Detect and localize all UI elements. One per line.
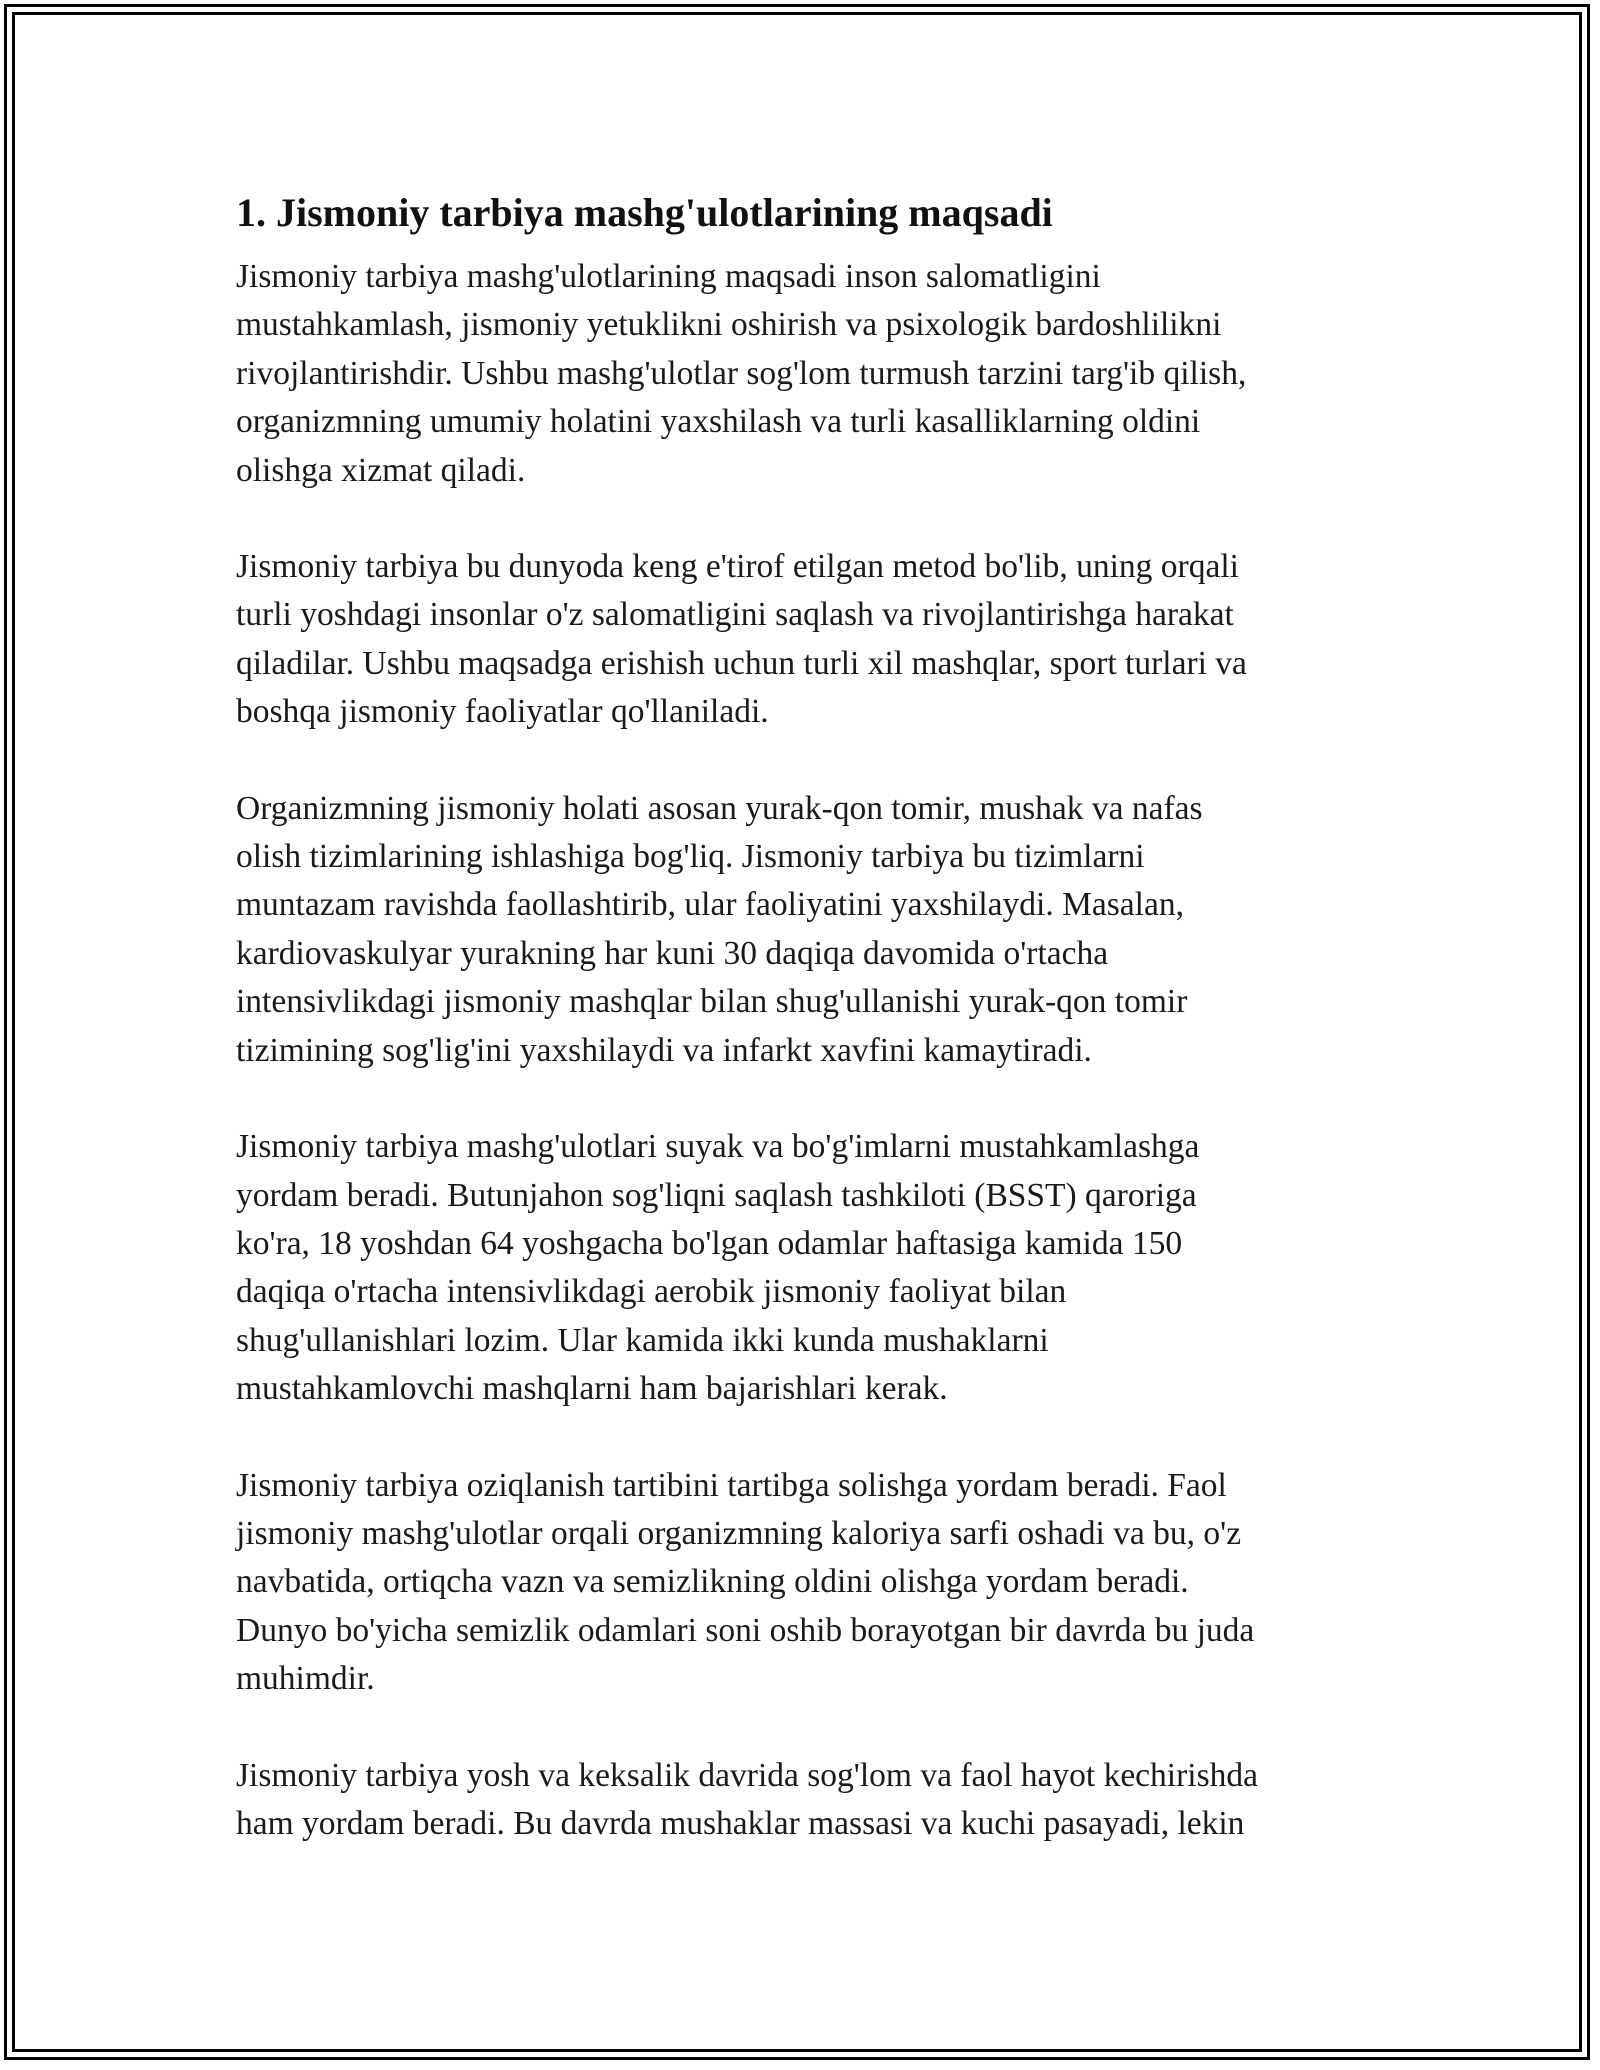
section-heading: 1. Jismoniy tarbiya mashg'ulotlarining maqsadi — [236, 190, 1053, 235]
paragraph-3: Organizmning jismoniy holati asosan yurak-qon tomir, mushak va nafas olish tizimlarining ishlashiga bog'liq. Jismoniy tarbiya bu tizimlarni muntazam ravishda faollashtirib, ular faoliyatini yaxshilaydi. Masalan, kardiovaskulyar yurakning har kuni 30 daqiqa davomida o'rtacha intensivlikdagi jismoniy mashqlar bilan shug'ullanishi yurak-qon tomir tizimining sog'lig'ini yaxshilaydi va infarkt xavfini kamaytiradi. — [236, 789, 1203, 1069]
paragraph-2: Jismoniy tarbiya bu dunyoda keng e'tirof etilgan metod bo'lib, uning orqali turli yoshdagi insonlar o'z salomatligini saqlash va rivojlantirishga harakat qiladilar. Ushbu maqsadga erishish uchun turli xil mashqlar, sport turlari va boshqa jismoniy faoliyatlar qo'llaniladi. — [236, 548, 1247, 731]
paragraph-4: Jismoniy tarbiya mashg'ulotlari suyak va bo'g'imlarni mustahkamlashga yordam beradi. Butunjahon sog'liqni saqlash tashkiloti (BSST) qaroriga ko'ra, 18 yoshdan 64 yoshgacha bo'lgan odamlar haftasiga kamida 150 daqiqa o'rtacha intensivlikdagi aerobik jismoniy faoliyat bilan shug'ullanishlari lozim. Ular kamida ikki kunda mushaklarni mustahkamlovchi mashqlarni ham bajarishlari kerak. — [236, 1128, 1200, 1408]
paragraph-5: Jismoniy tarbiya oziqlanish tartibini tartibga solishga yordam beradi. Faol jismoniy mashg'ulotlar orqali organizmning kaloriya sarfi oshadi va bu, o'z navbatida, ortiqcha vazn va semizlikning oldini olishga yordam beradi. Dunyo bo'yicha semizlik odamlari soni oshib borayotgan bir davrda bu juda muhimdir. — [236, 1466, 1255, 1698]
paragraph-6: Jismoniy tarbiya yosh va keksalik davrida sog'lom va faol hayot kechirishda ham yordam beradi. Bu davrda mushaklar massasi va kuchi pasayadi, lekin — [236, 1756, 1258, 1842]
document-body — [236, 185, 1376, 1896]
paragraph-1: Jismoniy tarbiya mashg'ulotlarining maqsadi inson salomatligini mustahkamlash, jismoniy yetuklikni oshirish va psixologik bardoshlilikni rivojlantirishdir. Ushbu mashg'ulotlar sog'lom turmush tarzini targ'ib qilish, organizmning umumiy holatini yaxshilash va turli kasalliklarning oldini olishga xizmat qiladi. — [236, 258, 1247, 489]
